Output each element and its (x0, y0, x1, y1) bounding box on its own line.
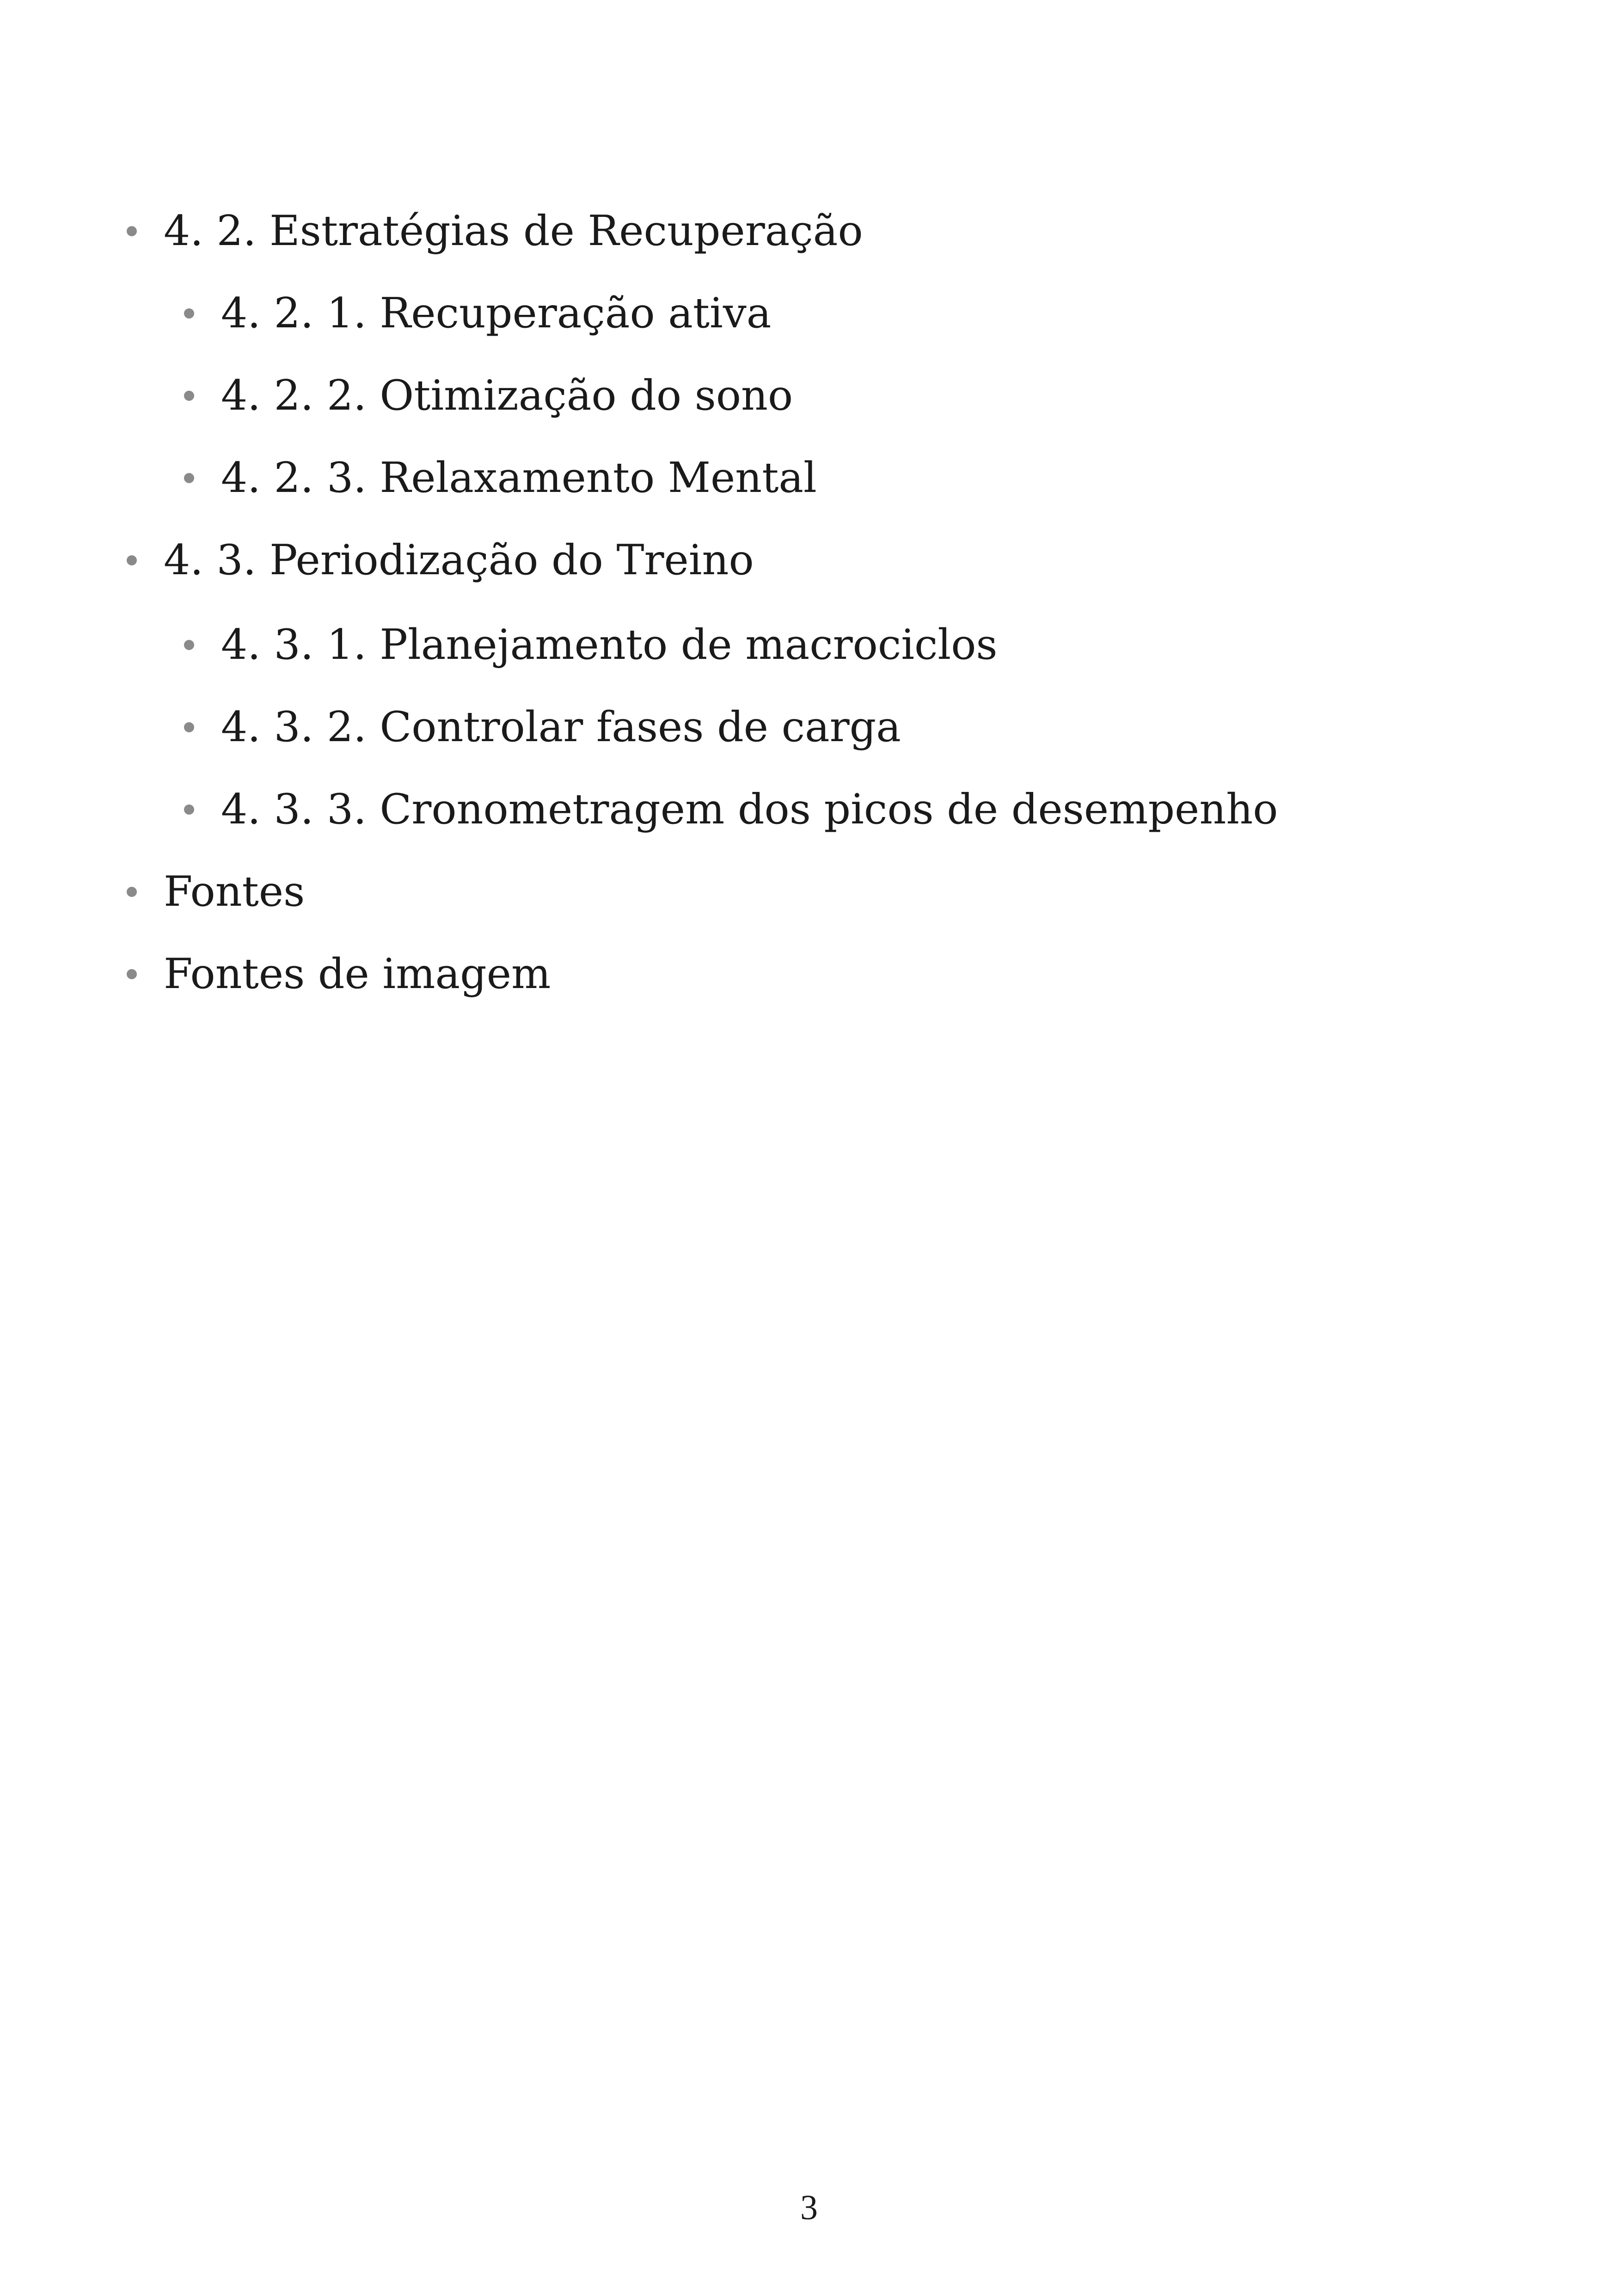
bullet-icon (184, 804, 194, 815)
toc-item-label: 4. 3. Periodização do Treino (164, 536, 754, 584)
toc-item-4-3[interactable] (127, 535, 754, 586)
toc-item-label: Fontes (164, 867, 305, 916)
toc-item-label: 4. 2. 2. Otimização do sono (221, 371, 793, 420)
bullet-icon (127, 555, 137, 565)
toc-item-4-2[interactable] (127, 206, 863, 257)
toc-item-label: 4. 2. 1. Recuperação ativa (221, 289, 772, 338)
toc-item-4-3-2[interactable] (184, 702, 901, 753)
bullet-icon (184, 722, 194, 732)
bullet-icon (127, 226, 137, 236)
bullet-icon (127, 887, 137, 897)
toc-item-4-2-2[interactable] (184, 370, 793, 421)
bullet-icon (184, 308, 194, 319)
bullet-icon (184, 473, 194, 483)
toc-item-4-2-1[interactable] (184, 288, 771, 339)
toc-item-label: 4. 3. 3. Cronometragem dos picos de desempenho (221, 785, 1278, 834)
toc-item-label: 4. 3. 1. Planejamento de macrociclos (221, 620, 998, 669)
toc-item-4-3-1[interactable] (184, 620, 998, 670)
toc-item-label: 4. 2. Estratégias de Recuperação (164, 207, 863, 255)
toc-item-label: 4. 3. 2. Controlar fases de carga (221, 703, 901, 751)
bullet-icon (184, 391, 194, 401)
bullet-icon (127, 969, 137, 979)
toc-item-fontes-de-imagem[interactable] (127, 949, 551, 1000)
page-number: 3 (800, 2188, 818, 2227)
toc-item-4-3-3[interactable] (184, 784, 1278, 835)
toc-item-fontes[interactable] (127, 866, 305, 917)
bullet-icon (184, 640, 194, 650)
toc-item-label: Fontes de imagem (164, 950, 551, 998)
toc-item-4-2-3[interactable] (184, 453, 817, 503)
toc-item-label: 4. 2. 3. Relaxamento Mental (221, 454, 817, 502)
